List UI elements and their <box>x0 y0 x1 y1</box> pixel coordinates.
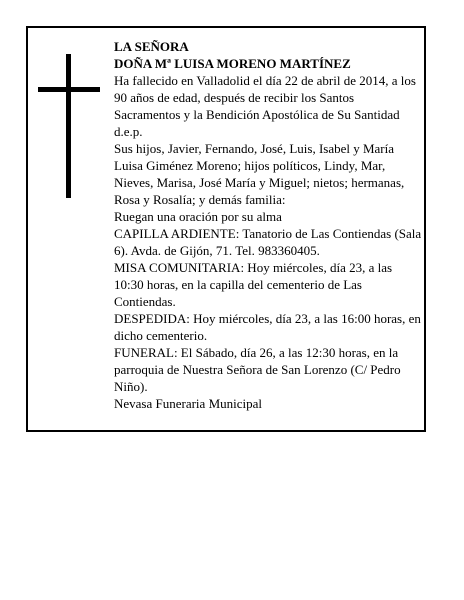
funeral-home: Nevasa Funeraria Municipal <box>114 396 263 411</box>
cross-vertical-bar <box>66 54 71 198</box>
latin-cross-icon <box>38 54 100 198</box>
farewell-info: DESPEDIDA: Hoy miércoles, día 23, a las 16:00 horas, en dicho cementerio. <box>114 311 421 343</box>
death-announcement: Ha fallecido en Valladolid el día 22 de abril de 2014, a los 90 años de edad, después de recibir los Santos Sacramentos y la Bendición Apostólica de Su Santidad d.e.p. <box>114 73 416 139</box>
deceased-name: DOÑA Mª LUISA MORENO MARTÍNEZ <box>114 56 351 71</box>
funeral-info: FUNERAL: El Sábado, día 26, a las 12:30 horas, en la parroquia de Nuestra Señora de San Lorenzo (C/ Pedro Niño). <box>114 345 401 394</box>
cross-horizontal-bar <box>38 87 100 92</box>
family-list: Sus hijos, Javier, Fernando, José, Luis, Isabel y María Luisa Giménez Moreno; hijos políticos, Lindy, Mar, Nieves, Marisa, José María y Miguel; nietos; hermanas, Rosa y Rosalía; y demás familia: <box>114 141 405 207</box>
chapel-info: CAPILLA ARDIENTE: Tanatorio de Las Contiendas (Sala 6). Avda. de Gijón, 71. Tel. 983360405. <box>114 226 422 258</box>
prayer-request: Ruegan una oración por su alma <box>114 209 282 224</box>
notice-title: LA SEÑORA <box>114 39 189 54</box>
obituary-text <box>114 38 422 412</box>
mass-info: MISA COMUNITARIA: Hoy miércoles, día 23, a las 10:30 horas, en la capilla del cementerio de Las Contiendas. <box>114 260 393 309</box>
